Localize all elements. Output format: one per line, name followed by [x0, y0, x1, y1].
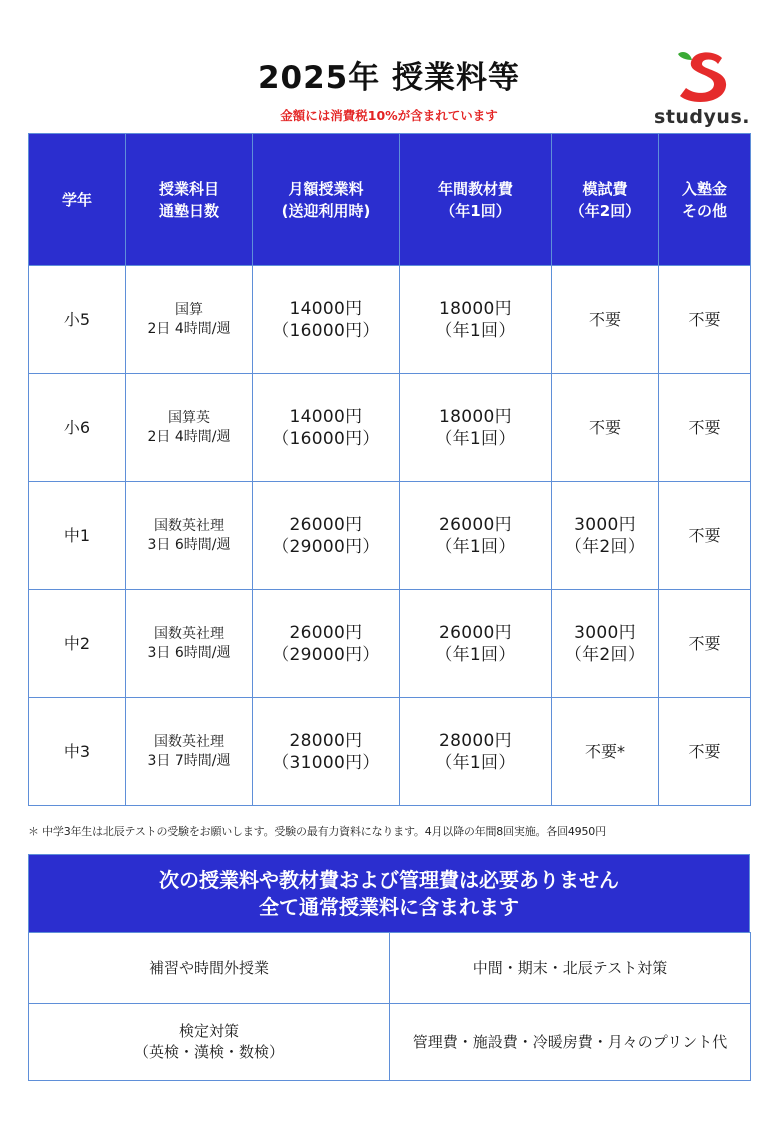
col-header-entry-fee: 入塾金 その他 — [659, 134, 751, 266]
table-header-row — [29, 134, 751, 266]
footnote: ＊ 中学3年生は北辰テストの受験をお願いします。受験の最有力資料になります。4月以降の年間8回実施。各回4950円 — [28, 825, 606, 838]
included-item-cell: 補習や時間外授業 — [29, 933, 390, 1004]
entry-fee-cell: 不要 — [659, 266, 751, 374]
subjects-cell: 国数英社理 3日 7時間/週 — [126, 698, 253, 806]
subjects-cell: 国算英 2日 4時間/週 — [126, 374, 253, 482]
table-row — [29, 482, 751, 590]
banner-line-1: 次の授業料や教材費および管理費は必要ありません — [159, 868, 619, 892]
grade-cell: 中2 — [29, 590, 126, 698]
table-row — [29, 590, 751, 698]
mock-exam-fee-cell: 3000円 （年2回） — [552, 590, 659, 698]
page-title: 2025年 授業料等 — [257, 60, 521, 96]
col-header-materials-fee: 年間教材費 （年1回） — [400, 134, 552, 266]
s-logo-icon — [670, 48, 732, 104]
entry-fee-cell: 不要 — [659, 374, 751, 482]
monthly-fee-cell: 28000円 （31000円） — [253, 698, 400, 806]
banner-line-2: 全て通常授業料に含まれます — [259, 895, 519, 919]
grade-cell: 小5 — [29, 266, 126, 374]
studyus-logo — [652, 48, 752, 130]
materials-fee-cell: 26000円 （年1回） — [400, 482, 552, 590]
grade-cell: 小6 — [29, 374, 126, 482]
table-row — [29, 698, 751, 806]
materials-fee-cell: 26000円 （年1回） — [400, 590, 552, 698]
monthly-fee-cell: 26000円 （29000円） — [253, 482, 400, 590]
table-row — [29, 266, 751, 374]
table-row — [29, 933, 751, 1004]
materials-fee-cell: 28000円 （年1回） — [400, 698, 552, 806]
grade-cell: 中1 — [29, 482, 126, 590]
subjects-cell: 国数英社理 3日 6時間/週 — [126, 482, 253, 590]
monthly-fee-cell: 14000円 （16000円） — [253, 374, 400, 482]
subjects-cell: 国算 2日 4時間/週 — [126, 266, 253, 374]
included-item-cell: 中間・期末・北辰テスト対策 — [390, 933, 751, 1004]
materials-fee-cell: 18000円 （年1回） — [400, 266, 552, 374]
col-header-mock-exam-fee: 模試費 （年2回） — [552, 134, 659, 266]
col-header-grade: 学年 — [29, 134, 126, 266]
mock-exam-fee-cell: 不要 — [552, 266, 659, 374]
table-row — [29, 1004, 751, 1081]
materials-fee-cell: 18000円 （年1回） — [400, 374, 552, 482]
grade-cell: 中3 — [29, 698, 126, 806]
monthly-fee-cell: 26000円 （29000円） — [253, 590, 400, 698]
mock-exam-fee-cell: 3000円 （年2回） — [552, 482, 659, 590]
entry-fee-cell: 不要 — [659, 590, 751, 698]
col-header-monthly-fee: 月額授業料 (送迎利用時) — [253, 134, 400, 266]
logo-text: studyus. — [654, 106, 750, 128]
col-header-subjects: 授業科目 通塾日数 — [126, 134, 253, 266]
table-row — [29, 374, 751, 482]
entry-fee-cell: 不要 — [659, 698, 751, 806]
included-fees-banner — [28, 854, 750, 933]
mock-exam-fee-cell: 不要 — [552, 374, 659, 482]
included-item-cell: 管理費・施設費・冷暖房費・月々のプリント代 — [390, 1004, 751, 1081]
entry-fee-cell: 不要 — [659, 482, 751, 590]
included-item-cell: 検定対策 （英検・漢検・数検） — [29, 1004, 390, 1081]
monthly-fee-cell: 14000円 （16000円） — [253, 266, 400, 374]
mock-exam-fee-cell: 不要* — [552, 698, 659, 806]
fee-table — [28, 133, 751, 806]
included-items-table — [28, 932, 751, 1081]
tax-notice: 金額には消費税10%が含まれています — [280, 108, 498, 123]
subjects-cell: 国数英社理 3日 6時間/週 — [126, 590, 253, 698]
